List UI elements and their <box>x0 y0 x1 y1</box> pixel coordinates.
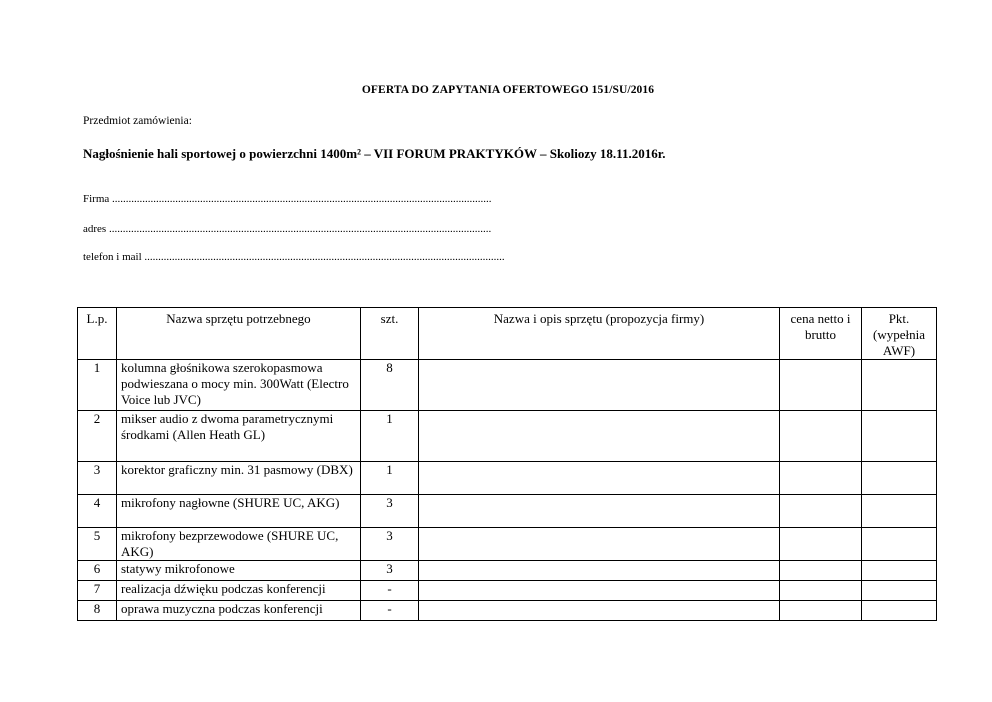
header-price: cena netto i brutto <box>780 308 862 360</box>
cell-proposal[interactable] <box>419 581 780 601</box>
header-lp: L.p. <box>78 308 117 360</box>
cell-qty: 3 <box>361 495 419 528</box>
cell-proposal[interactable] <box>419 495 780 528</box>
cell-lp: 1 <box>78 360 117 411</box>
header-proposal: Nazwa i opis sprzętu (propozycja firmy) <box>419 308 780 360</box>
cell-proposal[interactable] <box>419 411 780 462</box>
cell-lp: 7 <box>78 581 117 601</box>
table-row <box>78 601 937 621</box>
table-header-row <box>78 308 937 360</box>
cell-price[interactable] <box>780 528 862 561</box>
cell-name: mikrofony bezprzewodowe (SHURE UC, AKG) <box>117 528 361 561</box>
cell-qty: - <box>361 601 419 621</box>
header-points: Pkt. (wypełnia AWF) <box>862 308 937 360</box>
table-row <box>78 495 937 528</box>
cell-qty: 8 <box>361 360 419 411</box>
cell-points[interactable] <box>862 601 937 621</box>
cell-name: korektor graficzny min. 31 pasmowy (DBX) <box>117 462 361 495</box>
cell-price[interactable] <box>780 561 862 581</box>
cell-name: mikser audio z dwoma parametrycznymi środkami (Allen Heath GL) <box>117 411 361 462</box>
table-row <box>78 360 937 411</box>
cell-proposal[interactable] <box>419 561 780 581</box>
cell-points[interactable] <box>862 462 937 495</box>
cell-points[interactable] <box>862 495 937 528</box>
cell-price[interactable] <box>780 462 862 495</box>
cell-lp: 4 <box>78 495 117 528</box>
cell-price[interactable] <box>780 360 862 411</box>
cell-name: mikrofony nagłowne (SHURE UC, AKG) <box>117 495 361 528</box>
cell-points[interactable] <box>862 528 937 561</box>
telefon-field[interactable]: telefon i mail ................................................................................................................................... <box>83 251 505 263</box>
cell-name: realizacja dźwięku podczas konferencji <box>117 581 361 601</box>
cell-points[interactable] <box>862 411 937 462</box>
cell-name: statywy mikrofonowe <box>117 561 361 581</box>
cell-proposal[interactable] <box>419 360 780 411</box>
cell-proposal[interactable] <box>419 462 780 495</box>
firma-field[interactable]: Firma .......................................................................................................................................... <box>83 193 492 205</box>
document-title: OFERTA DO ZAPYTANIA OFERTOWEGO 151/SU/2016 <box>361 84 655 96</box>
header-qty: szt. <box>361 308 419 360</box>
cell-lp: 3 <box>78 462 117 495</box>
table-row <box>78 462 937 495</box>
adres-field[interactable]: adres ........................................................................................................................................... <box>83 223 492 235</box>
table-row <box>78 411 937 462</box>
cell-name: kolumna głośnikowa szerokopasmowa podwieszana o mocy min. 300Watt (Electro Voice lub JVC) <box>117 360 361 411</box>
cell-price[interactable] <box>780 601 862 621</box>
subject-text: Nagłośnienie hali sportowej o powierzchni 1400m² – VII FORUM PRAKTYKÓW – Skoliozy 18.11.2016r. <box>83 146 666 161</box>
cell-lp: 8 <box>78 601 117 621</box>
cell-lp: 6 <box>78 561 117 581</box>
cell-price[interactable] <box>780 411 862 462</box>
cell-points[interactable] <box>862 581 937 601</box>
table-row <box>78 528 937 561</box>
cell-lp: 5 <box>78 528 117 561</box>
equipment-table <box>77 307 937 621</box>
table-row <box>78 561 937 581</box>
cell-name: oprawa muzyczna podczas konferencji <box>117 601 361 621</box>
subject-label: Przedmiot zamówienia: <box>83 115 192 127</box>
cell-qty: 1 <box>361 462 419 495</box>
cell-price[interactable] <box>780 495 862 528</box>
header-name: Nazwa sprzętu potrzebnego <box>117 308 361 360</box>
cell-proposal[interactable] <box>419 601 780 621</box>
cell-lp: 2 <box>78 411 117 462</box>
cell-qty: 3 <box>361 561 419 581</box>
cell-points[interactable] <box>862 561 937 581</box>
cell-qty: 3 <box>361 528 419 561</box>
cell-proposal[interactable] <box>419 528 780 561</box>
cell-qty: - <box>361 581 419 601</box>
cell-price[interactable] <box>780 581 862 601</box>
cell-points[interactable] <box>862 360 937 411</box>
table-row <box>78 581 937 601</box>
cell-qty: 1 <box>361 411 419 462</box>
